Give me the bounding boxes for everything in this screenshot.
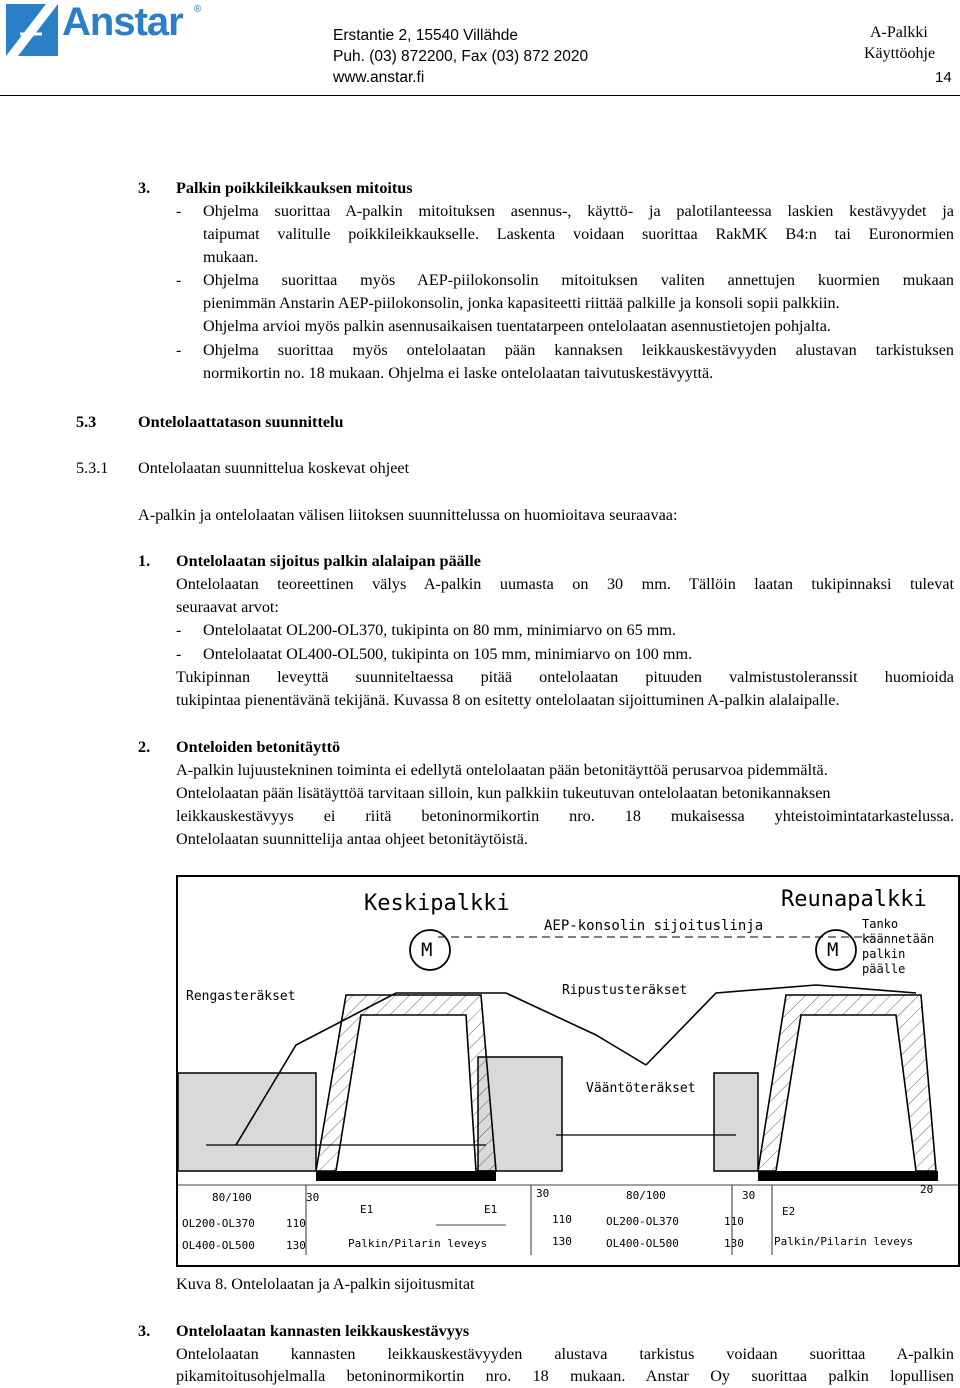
logo-text: Anstar: [62, 0, 183, 44]
section531-number: 5.3.1: [76, 459, 109, 477]
fig-dim-110-left: 110: [286, 1217, 306, 1230]
item1-number: 1.: [138, 552, 151, 570]
section3-dash-2: -: [176, 271, 182, 289]
fig-dim-30-left: 30: [306, 1191, 320, 1204]
fig-label-m-left: M: [421, 939, 433, 961]
fig-label-ripustus: Ripustusteräkset: [562, 983, 688, 998]
section3-p2-line1: Ohjelma suorittaa myös AEP-piilokonsolin mitoituksen valiten annettujen kuormien mukaan: [203, 271, 954, 289]
fig-dim-130-left: 130: [286, 1239, 306, 1252]
fig-label-m-right: M: [827, 939, 839, 961]
item2-line4: Ontelolaatan suunnittelija antaa ohjeet betonitäytöistä.: [176, 830, 528, 848]
item1-bullet2-dash: -: [176, 645, 182, 663]
fig-dim-ol200-right: OL200-OL370: [606, 1215, 679, 1228]
page-number: 14: [935, 69, 952, 86]
fig-dim-ol200-left: OL200-OL370: [182, 1217, 255, 1230]
fig-label-tanko-2: käännetään: [862, 932, 935, 946]
fig-dim-20: 20: [920, 1183, 934, 1196]
fig-dim-110-right: 110: [724, 1215, 744, 1228]
section3-dash-1: -: [176, 202, 182, 220]
fig-label-aep: AEP-konsolin sijoituslinja: [544, 918, 764, 934]
anstar-logo-icon: [6, 4, 58, 56]
registered-mark: ®: [194, 4, 202, 15]
item3-heading: Ontelolaatan kannasten leikkauskestävyys: [176, 1322, 470, 1340]
item3-line1: Ontelolaatan kannasten leikkauskestävyyden alustava tarkistus voidaan suorittaa A-palkin: [176, 1345, 954, 1363]
page-header: [0, 0, 960, 100]
item1-line1: Ontelolaatan teoreettinen välys A-palkin uumasta on 30 mm. Tällöin laatan tukipinnaksi tulevat: [176, 575, 954, 593]
fig-dim-e1-left: E1: [360, 1203, 374, 1216]
fig-title-left: Keskipalkki: [364, 891, 510, 916]
section3-p2-line3: Ohjelma arvioi myös palkin asennusaikaisen tuentatarpeen ontelolaatan asennustietojen pohjalta.: [203, 317, 831, 335]
section531-title: Ontelolaatan suunnittelua koskevat ohjeet: [138, 459, 410, 477]
item2-line3: leikkauskestävyys ei riitä betoninormikortin nro. 18 mukaisessa yhteistoimintatarkastelussa.: [176, 807, 954, 825]
fig-label-tanko-4: päälle: [862, 962, 906, 976]
section3-number: 3.: [138, 179, 151, 197]
website-link[interactable]: www.anstar.fi: [333, 69, 425, 86]
header-rule: [0, 95, 960, 96]
fig-dim-80-100-right: 80/100: [626, 1189, 666, 1202]
fig-dim-130-right: 130: [724, 1237, 744, 1250]
section3-p3-line2: normikortin no. 18 mukaan. Ohjelma ei laske ontelolaatan taivutuskestävyyttä.: [203, 364, 714, 382]
fig-dim-80-100-left: 80/100: [212, 1191, 252, 1204]
section53-title: Ontelolaattatason suunnittelu: [138, 413, 344, 431]
item1-heading: Ontelolaatan sijoitus palkin alalaipan päälle: [176, 552, 481, 570]
fig-label-tanko-3: palkin: [862, 947, 906, 961]
fig-dim-leveys-right: Palkin/Pilarin leveys: [774, 1235, 914, 1248]
item1-line3: Tukipinnan leveyttä suunniteltaessa pitää ontelolaatan pituuden valmistustoleranssit huomioida: [176, 668, 954, 686]
item2-number: 2.: [138, 738, 151, 756]
figure-8: [176, 875, 960, 1267]
section3-p2-line2: pienimmän Anstarin AEP-piilokonsolin, jonka kapasiteetti riittää palkille ja konsoli sopii palkkiin.: [203, 294, 840, 312]
fig-dim-e2: E2: [782, 1205, 796, 1218]
fig-dim-30-right: 30: [742, 1189, 756, 1202]
item3-line2: pikamitoitusohjelmalla betoninormikortin nro. 18 mukaan. Anstar Oy suorittaa palkin lopullisen: [176, 1367, 954, 1385]
fig-dim-leveys-left: Palkin/Pilarin leveys: [348, 1237, 488, 1250]
item1-bullet1-dash: -: [176, 621, 182, 639]
item1-bullet2: Ontelolaatat OL400-OL500, tukipinta on 105 mm, minimiarvo on 100 mm.: [203, 645, 693, 663]
section3-p1-line3: mukaan.: [203, 248, 259, 266]
fig-label-vaanto: Vääntöteräkset: [586, 1081, 696, 1096]
doc-subtitle: Käyttöohje: [864, 45, 936, 62]
fig-dim-ol400-left: OL400-OL500: [182, 1239, 255, 1252]
item1-bullet1: Ontelolaatat OL200-OL370, tukipinta on 80 mm, minimiarvo on 65 mm.: [203, 621, 676, 639]
fig-title-right: Reunapalkki: [781, 887, 927, 912]
item2-line2: Ontelolaatan pään lisätäyttöä tarvitaan silloin, kun palkkiin tukeutuvan ontelolaatan betonikannaksen: [176, 784, 831, 802]
item3-number: 3.: [138, 1322, 151, 1340]
item2-line1: A-palkin lujuustekninen toiminta ei edellytä ontelolaatan pään betonitäyttöä perusarvoa pidemmältä.: [176, 761, 828, 779]
item2-heading: Onteloiden betonitäyttö: [176, 738, 341, 756]
fig-label-rengas: Rengasteräkset: [186, 989, 296, 1004]
item1-line2: seuraavat arvot:: [176, 598, 279, 616]
section3-dash-3: -: [176, 341, 182, 359]
fig-dim-110-mid: 110: [552, 1213, 572, 1226]
fig-label-tanko-1: Tanko: [862, 917, 899, 931]
doc-title: A-Palkki: [870, 24, 928, 41]
address-line-1: Erstantie 2, 15540 Villähde: [333, 27, 518, 44]
section3-heading: Palkin poikkileikkauksen mitoitus: [176, 179, 413, 197]
fig-dim-e1-right: E1: [484, 1203, 498, 1216]
item1-line4: tukipintaa pienentävänä tekijänä. Kuvassa 8 on esitetty ontelolaatan sijoittuminen A-palkin alalaipalle.: [176, 691, 840, 709]
section531-intro: A-palkin ja ontelolaatan välisen liitoksen suunnittelussa on huomioitava seuraavaa:: [138, 506, 678, 524]
figure-caption: Kuva 8. Ontelolaatan ja A-palkin sijoitusmitat: [176, 1275, 475, 1293]
fig-dim-130-mid: 130: [552, 1235, 572, 1248]
fig-dim-ol400-right: OL400-OL500: [606, 1237, 679, 1250]
section3-p1-line1: Ohjelma suorittaa A-palkin mitoituksen asennus-, käyttö- ja palotilanteessa laskien kestävyydet ja: [203, 202, 954, 220]
section3-p3-line1: Ohjelma suorittaa myös ontelolaatan pään kannaksen leikkauskestävyyden alustavan tarkistuksen: [203, 341, 954, 359]
address-line-2: Puh. (03) 872200, Fax (03) 872 2020: [333, 48, 589, 65]
fig-dim-30-mid: 30: [536, 1187, 550, 1200]
section3-p1-line2: taipumat valitulle poikkileikkaukselle. Laskenta voidaan suorittaa RakMK B4:n tai Euronormien: [203, 225, 954, 243]
section53-number: 5.3: [76, 413, 97, 431]
